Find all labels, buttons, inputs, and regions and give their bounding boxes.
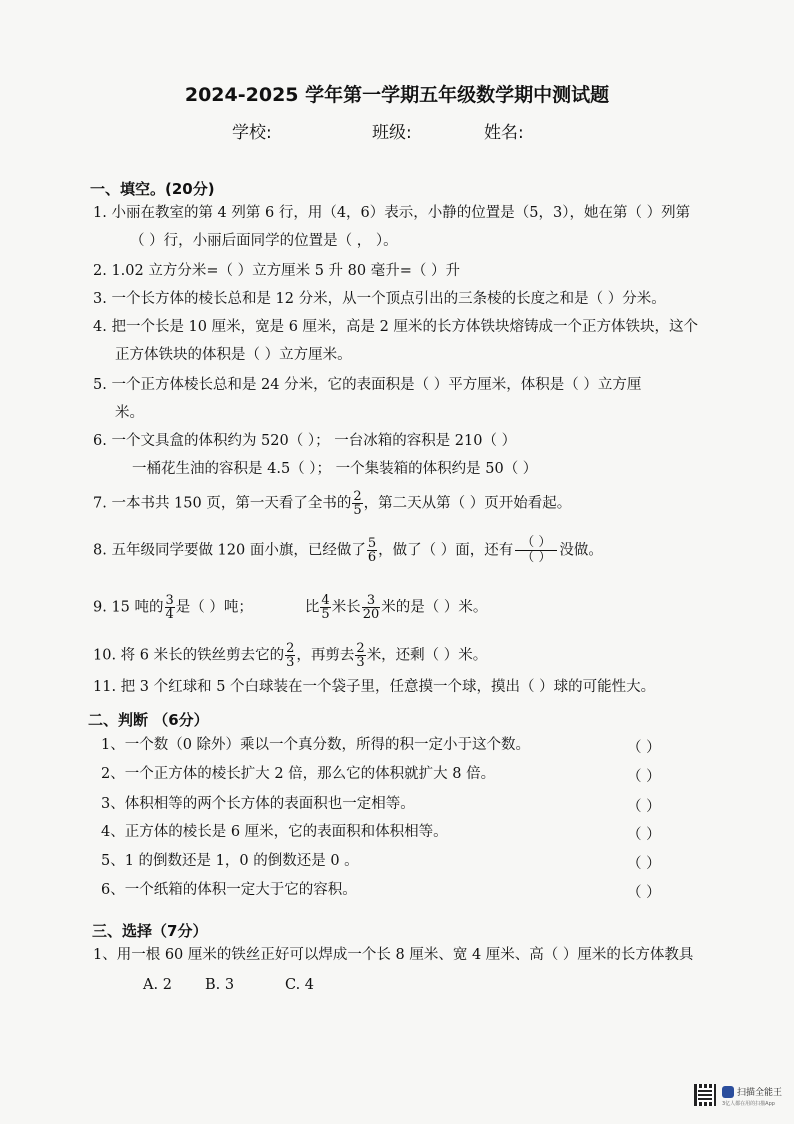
judge-answer-1: （ ）: [627, 740, 661, 756]
judge-item-5: 5、1 的倒数还是 1，0 的倒数还是 0 。: [101, 853, 359, 869]
question-7: 7. 一本书共 150 页，第一天看了全书的 $\frac{2}{5}$ ，第二天从第（ ）页开始看起。: [93, 489, 572, 518]
question-6-line-1: 6. 一个文具盒的体积约为 520（ ）； 一台冰箱的容积是 210（ ）: [93, 433, 517, 449]
section-2-heading: 二、判断 （6分）: [88, 711, 209, 729]
fraction-three-quarters: $\frac{3}{4}$: [165, 593, 174, 622]
choice-question-1: 1、用一根 60 厘米的铁丝正好可以焊成一个长 8 厘米、宽 4 厘米、高（ ）厘米的长方体教具: [93, 947, 694, 963]
fraction-five-sixths: $\frac{5}{6}$: [367, 536, 377, 565]
question-9: 9. 15 吨的 $\frac{3}{4}$ 是（ ）吨； 比 $\frac{4}{5}$ 米长 $\frac{3}{20}$ 米的是（ ）米。: [93, 593, 488, 622]
school-label: 学校:: [232, 123, 272, 143]
fraction-two-thirds-meter: $\frac{2}{3}$: [356, 641, 365, 670]
fraction-two-fifths: $\frac{2}{5}$: [353, 489, 362, 518]
question-6-line-2: 一桶花生油的容积是 4.5（ ）； 一个集装箱的体积约是 50（ ）: [132, 461, 538, 477]
question-4-line-1: 4. 把一个长是 10 厘米，宽是 6 厘米，高是 2 厘米的长方体铁块熔铸成一个正方体铁块，这个: [93, 319, 698, 335]
judge-item-4: 4、正方体的棱长是 6 厘米，它的表面积和体积相等。: [101, 824, 448, 840]
judge-item-3: 3、体积相等的两个长方体的表面积也一定相等。: [101, 796, 415, 812]
blank-fraction: （ ） （ ）: [515, 536, 557, 565]
judge-item-1: 1、一个数（0 除外）乘以一个真分数，所得的积一定小于这个数。: [101, 737, 531, 753]
option-a: A. 2: [143, 977, 172, 993]
name-label: 姓名:: [484, 123, 524, 143]
judge-item-2: 2、一个正方体的棱长扩大 2 倍，那么它的体积就扩大 8 倍。: [101, 766, 496, 782]
judge-answer-3: （ ）: [627, 799, 661, 815]
option-c: C. 4: [285, 977, 315, 993]
question-8: 8. 五年级同学要做 120 面小旗，已经做了 $\frac{5}{6}$ ，做了（ ）面，还有 （ ） （ ） 没做。: [93, 535, 603, 565]
judge-answer-5: （ ）: [627, 856, 661, 872]
question-1-line-1: 1. 小丽在教室的第 4 列第 6 行，用（4，6）表示，小静的位置是（5，3），她在第（ ）列第: [93, 205, 691, 221]
fraction-four-fifths: $\frac{4}{5}$: [321, 593, 330, 622]
qr-code-icon: [694, 1084, 716, 1106]
judge-item-6: 6、一个纸箱的体积一定大于它的容积。: [101, 882, 357, 898]
scanner-logo-icon: [722, 1086, 734, 1098]
section-3-heading: 三、选择（7分）: [92, 922, 208, 940]
option-b: B. 3: [205, 977, 235, 993]
question-4-line-2: 正方体铁块的体积是（ ）立方厘米。: [115, 347, 352, 363]
question-2: 2. 1.02 立方分米=（ ）立方厘米 5 升 80 毫升=（ ）升: [93, 263, 460, 279]
question-3: 3. 一个长方体的棱长总和是 12 分米，从一个顶点引出的三条棱的长度之和是（ ）分米。: [93, 291, 666, 307]
fraction-two-thirds: $\frac{2}{3}$: [286, 641, 295, 670]
question-5-line-1: 5. 一个正方体棱长总和是 24 分米，它的表面积是（ ）平方厘米，体积是（ ）立方厘: [93, 377, 642, 393]
judge-answer-6: （ ）: [627, 885, 661, 901]
question-1-line-2: （ ）行，小丽后面同学的位置是（ ， ）。: [130, 233, 398, 249]
fraction-three-twentieths: $\frac{3}{20}$: [362, 593, 380, 622]
section-1-heading: 一、填空。(20分): [90, 180, 215, 198]
class-label: 班级:: [372, 123, 412, 143]
exam-title: 2024-2025 学年第一学期五年级数学期中测试题: [184, 84, 610, 106]
question-5-line-2: 米。: [115, 405, 144, 421]
question-11: 11. 把 3 个红球和 5 个白球装在一个袋子里，任意摸一个球，摸出（ ）球的可能性大。: [93, 679, 656, 695]
scanner-app-subtitle: 3亿人都在用的扫描App: [722, 1101, 775, 1107]
judge-answer-4: （ ）: [627, 827, 661, 843]
question-10: 10. 将 6 米长的铁丝剪去它的 $\frac{2}{3}$ ，再剪去 $\frac{2}{3}$ 米，还剩（ ）米。: [93, 641, 488, 670]
scanner-app-name: 扫描全能王: [737, 1088, 783, 1098]
judge-answer-2: （ ）: [627, 769, 661, 785]
